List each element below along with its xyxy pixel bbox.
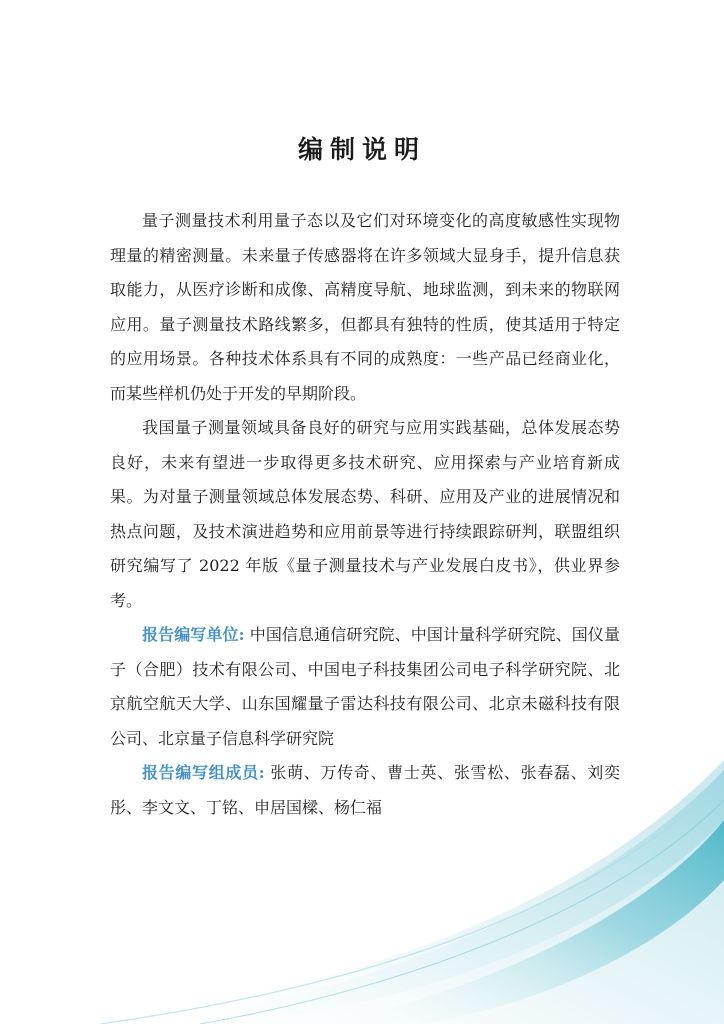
members-label: 报告编写组成员:: [142, 763, 265, 782]
paragraph-members: [110, 756, 620, 825]
units-text: 中国信息通信研究院、中国计量科学研究院、国仪量子（合肥）技术有限公司、中国电子科技集团公司电子科学研究院、北京航空航天大学、山东国耀量子雷达科技有限公司、北京未磁科技有限公司、北京量子信息科学研究院: [110, 625, 620, 748]
body-text: [110, 204, 620, 825]
paragraph-background: 我国量子测量领域具备良好的研究与应用实践基础，总体发展态势良好，未来有望进一步取得更多技术研究、应用探索与产业培育新成果。为对量子测量领域总体发展态势、科研、应用及产业的进展情况和热点问题，及技术演进趋势和应用前景等进行持续跟踪研判，联盟组织研究编写了 2022 年版《量子测量技术与产业发展白皮书》，供业界参考。: [110, 418, 620, 610]
paragraph-intro: 量子测量技术利用量子态以及它们对环境变化的高度敏感性实现物理量的精密测量。未来量子传感器将在许多领域大显身手，提升信息获取能力，从医疗诊断和成像、高精度导航、地球监测，到未来的物联网应用。量子测量技术路线繁多，但都具有独特的性质，使其适用于特定的应用场景。各种技术体系具有不同的成熟度：一些产品已经商业化，而某些样机仍处于开发的早期阶段。: [110, 211, 620, 403]
page-title: 编制说明: [297, 135, 426, 164]
paragraph-units: [110, 618, 620, 756]
units-label: 报告编写单位:: [142, 625, 245, 644]
members-text: 张萌、万传奇、曹士英、张雪松、张春磊、刘奕彤、李文文、丁铭、申居国樑、杨仁福: [110, 763, 620, 817]
